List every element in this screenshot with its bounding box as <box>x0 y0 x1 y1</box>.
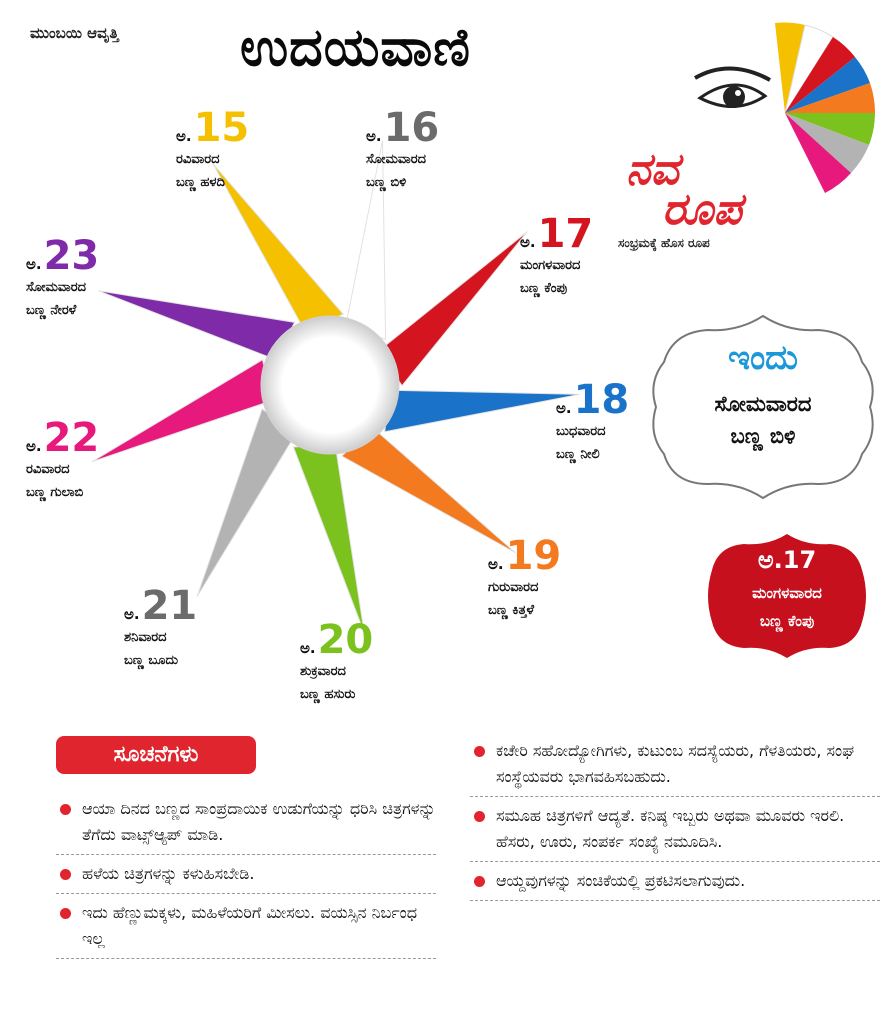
day-prefix: ಅ. <box>176 127 192 145</box>
notes-title: ಸೂಚನೆಗಳು <box>56 736 256 774</box>
note-item: ಹಳೆಯ ಚಿತ್ರಗಳನ್ನು ಕಳುಹಿಸಬೇಡಿ. <box>56 861 436 894</box>
day-color: ಬಣ್ಣ ಕೆಂಪು <box>520 281 568 296</box>
note-item: ಸಮೂಹ ಚಿತ್ರಗಳಿಗೆ ಆದ್ಯತೆ. ಕನಿಷ್ಠ ಇಬ್ಬರು ಅಥವಾ ಮೂವರು ಇರಲಿ. ಹೆಸರು, ಊರು, ಸಂಪರ್ಕ ಸಂಖ್ಯೆ ನಮೂದಿಸಿ. <box>470 803 880 862</box>
day-label <box>124 583 198 672</box>
day-color: ಬಣ್ಣ ನೀಲಿ <box>556 447 600 462</box>
day-prefix: ಅ. <box>26 437 42 455</box>
day-prefix: ಅ. <box>124 605 140 623</box>
day-name: ಸೋಮವಾರದ <box>26 280 87 295</box>
pinwheel-blade <box>385 390 580 432</box>
day-name: ಶನಿವಾರದ <box>124 630 167 645</box>
day-name: ರವಿವಾರದ <box>176 152 220 167</box>
day-number: 17 <box>537 211 594 257</box>
pinwheel-blade <box>98 291 294 360</box>
day-prefix: ಅ. <box>300 639 316 657</box>
day-color: ಬಣ್ಣ ಹಸುರು <box>300 687 356 702</box>
day-label <box>300 617 374 706</box>
brand-logo <box>626 144 742 235</box>
day-color: ಬಣ್ಣ ಬೂದು <box>124 653 179 668</box>
day-prefix: ಅ. <box>556 399 572 417</box>
pinwheel-blade <box>92 360 272 462</box>
day-number: 19 <box>505 533 562 579</box>
day-number: 18 <box>573 377 630 423</box>
day-color: ಬಣ್ಣ ನೇರಳೆ <box>26 303 77 318</box>
pinwheel-blade <box>379 232 527 386</box>
day-prefix: ಅ. <box>520 233 536 251</box>
notes-list-left <box>56 796 436 965</box>
pinwheel-blade <box>197 409 296 597</box>
masthead-title: ಉದಯವಾಣಿ <box>240 18 471 78</box>
day-color: ಬಣ್ಣ ಹಳದಿ <box>176 175 225 190</box>
day-name: ಬುಧವಾರದ <box>556 424 606 439</box>
day-label <box>26 415 100 504</box>
edition-label: ಮುಂಬಯಿ ಆವೃತ್ತಿ <box>30 24 119 42</box>
day-prefix: ಅ. <box>26 255 42 273</box>
today-title: ಇಂದು <box>728 338 798 378</box>
day-number: 22 <box>43 415 100 461</box>
day-label <box>556 377 630 466</box>
highlight-day: ಮಂಗಳವಾರದ <box>752 584 822 602</box>
highlight-date: ಅ.17 <box>757 546 817 574</box>
day-prefix: ಅ. <box>488 555 504 573</box>
day-number: 20 <box>317 617 374 663</box>
day-color: ಬಣ್ಣ ಬಿಳಿ <box>366 175 407 190</box>
highlight-badge <box>706 532 868 660</box>
today-color-box <box>648 312 878 502</box>
day-name: ಗುರುವಾರದ <box>488 580 539 595</box>
day-number: 15 <box>193 105 250 151</box>
note-item: ಇದು ಹೆಣ್ಣುಮಕ್ಕಳು, ಮಹಿಳೆಯರಿಗೆ ಮೀಸಲು. ವಯಸ್ಸಿನ ನಿರ್ಬಂಧ ಇಲ್ಲ <box>56 900 436 959</box>
note-item: ಆಯಾ ದಿನದ ಬಣ್ಣದ ಸಾಂಪ್ರದಾಯಿಕ ಉಡುಗೆಯನ್ನು ಧರಿಸಿ ಚಿತ್ರಗಳನ್ನು ತೆಗೆದು ವಾಟ್ಸ್ಆ್ಯಪ್ ಮಾಡಿ. <box>56 796 436 855</box>
day-name: ರವಿವಾರದ <box>26 462 70 477</box>
day-name: ಮಂಗಳವಾರದ <box>520 258 581 273</box>
today-day: ಸೋಮವಾರದ <box>714 392 812 416</box>
day-label <box>366 105 440 194</box>
brand-line1: ನವ <box>626 144 679 195</box>
day-number: 16 <box>383 105 440 151</box>
brand-line2: ರೂಪ <box>662 184 742 235</box>
note-item: ಕಚೇರಿ ಸಹೋದ್ಯೋಗಿಗಳು, ಕುಟುಂಬ ಸದಸ್ಯೆಯರು, ಗೆಳತಿಯರು, ಸಂಘ ಸಂಸ್ಥೆಯವರು ಭಾಗವಹಿಸಬಹುದು. <box>470 738 880 797</box>
brand-tagline: ಸಂಭ್ರಮಕ್ಕೆ ಹೊಸ ರೂಪ <box>618 236 710 250</box>
day-name: ಶುಕ್ರವಾರದ <box>300 664 346 679</box>
day-number: 23 <box>43 233 100 279</box>
note-item: ಆಯ್ದವುಗಳನ್ನು ಸಂಚಿಕೆಯಲ್ಲಿ ಪ್ರಕಟಿಸಲಾಗುವುದು. <box>470 868 880 901</box>
day-label <box>488 533 562 622</box>
day-number: 21 <box>141 583 198 629</box>
today-color: ಬಣ್ಣ ಬಿಳಿ <box>730 424 796 448</box>
pinwheel-blade <box>293 445 364 633</box>
pinwheel-blade <box>342 427 516 552</box>
day-label <box>26 233 100 322</box>
day-color: ಬಣ್ಣ ಗುಲಾಬಿ <box>26 485 84 500</box>
day-name: ಸೋಮವಾರದ <box>366 152 427 167</box>
day-color: ಬಣ್ಣ ಕಿತ್ತಳೆ <box>488 603 535 618</box>
day-label <box>176 105 250 194</box>
notes-list-right <box>470 738 880 907</box>
day-prefix: ಅ. <box>366 127 382 145</box>
highlight-color: ಬಣ್ಣ ಕೆಂಪು <box>759 612 815 630</box>
day-label <box>520 211 594 300</box>
